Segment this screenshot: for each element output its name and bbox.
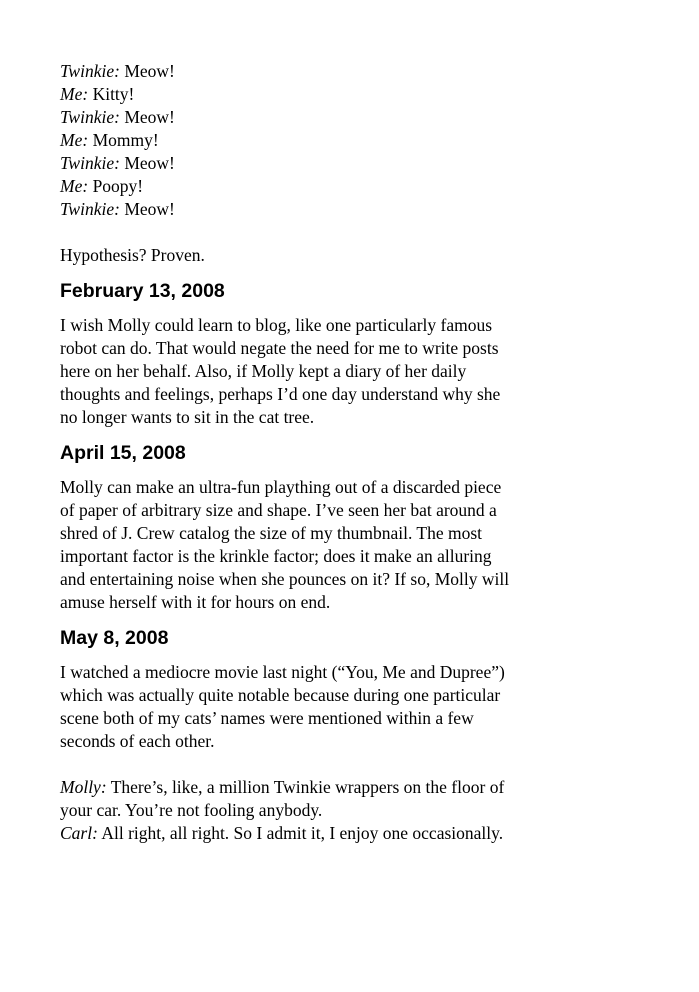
speaker-name: Carl:	[60, 823, 98, 843]
paragraph-line: shred of J. Crew catalog the size of my thumbnail. The most	[60, 523, 483, 543]
dialogue-text: There’s, like, a million Twinkie wrappers on the floor of	[106, 777, 505, 797]
entry-date-heading: April 15, 2008	[60, 442, 186, 464]
speaker-name: Twinkie:	[60, 153, 120, 173]
dialogue-text: Meow!	[119, 61, 175, 81]
dialogue-line	[60, 822, 660, 845]
paragraph-line: of paper of arbitrary size and shape. I’ve seen her bat around a	[60, 500, 497, 520]
dialogue-line	[60, 106, 660, 129]
paragraph-line: seconds of each other.	[60, 731, 215, 751]
speaker-name: Me:	[60, 176, 89, 196]
dialogue-block	[60, 776, 660, 845]
paragraph-line: I wish Molly could learn to blog, like one particularly famous	[60, 315, 493, 335]
dialogue-text: All right, all right. So I admit it, I enjoy one occasionally.	[97, 823, 504, 843]
paragraph-line: amuse herself with it for hours on end.	[60, 592, 331, 612]
paragraph-line: important factor is the krinkle factor; does it make an alluring	[60, 546, 492, 566]
speaker-name: Molly:	[60, 777, 107, 797]
dialogue-line	[60, 60, 660, 83]
dialogue-line	[60, 198, 660, 221]
speaker-name: Me:	[60, 84, 89, 104]
entry-date-heading: February 13, 2008	[60, 280, 225, 302]
conclusion-text: Hypothesis? Proven.	[60, 245, 205, 265]
dialogue-text: your car. You’re not fooling anybody.	[60, 800, 323, 820]
dialogue-block	[60, 60, 660, 221]
speaker-name: Twinkie:	[60, 107, 120, 127]
paragraph-line: I watched a mediocre movie last night (“You, Me and Dupree”)	[60, 662, 505, 682]
paragraph-line: thoughts and feelings, perhaps I’d one day understand why she	[60, 384, 501, 404]
dialogue-line	[60, 799, 660, 822]
dialogue-text: Meow!	[119, 153, 175, 173]
dialogue-text: Meow!	[119, 107, 175, 127]
paragraph-line: no longer wants to sit in the cat tree.	[60, 407, 315, 427]
paragraph-line: which was actually quite notable because during one particular	[60, 685, 501, 705]
dialogue-line	[60, 152, 660, 175]
dialogue-text: Mommy!	[88, 130, 159, 150]
paragraph-line: and entertaining noise when she pounces on it? If so, Molly will	[60, 569, 510, 589]
dialogue-text: Kitty!	[88, 84, 135, 104]
paragraph-line: scene both of my cats’ names were mentioned within a few	[60, 708, 474, 728]
entry-paragraph	[60, 314, 660, 429]
dialogue-line	[60, 83, 660, 106]
document-page	[60, 60, 660, 845]
dialogue-text: Poopy!	[88, 176, 144, 196]
speaker-name: Twinkie:	[60, 61, 120, 81]
dialogue-text: Meow!	[119, 199, 175, 219]
paragraph-line: here on her behalf. Also, if Molly kept a diary of her daily	[60, 361, 467, 381]
entry-paragraph	[60, 661, 660, 753]
paragraph-line: robot can do. That would negate the need for me to write posts	[60, 338, 499, 358]
speaker-name: Twinkie:	[60, 199, 120, 219]
dialogue-line	[60, 175, 660, 198]
entry-date-heading: May 8, 2008	[60, 627, 169, 649]
entry-paragraph	[60, 476, 660, 614]
dialogue-line	[60, 129, 660, 152]
dialogue-line	[60, 776, 660, 799]
paragraph-line: Molly can make an ultra-fun plaything out of a discarded piece	[60, 477, 502, 497]
speaker-name: Me:	[60, 130, 89, 150]
